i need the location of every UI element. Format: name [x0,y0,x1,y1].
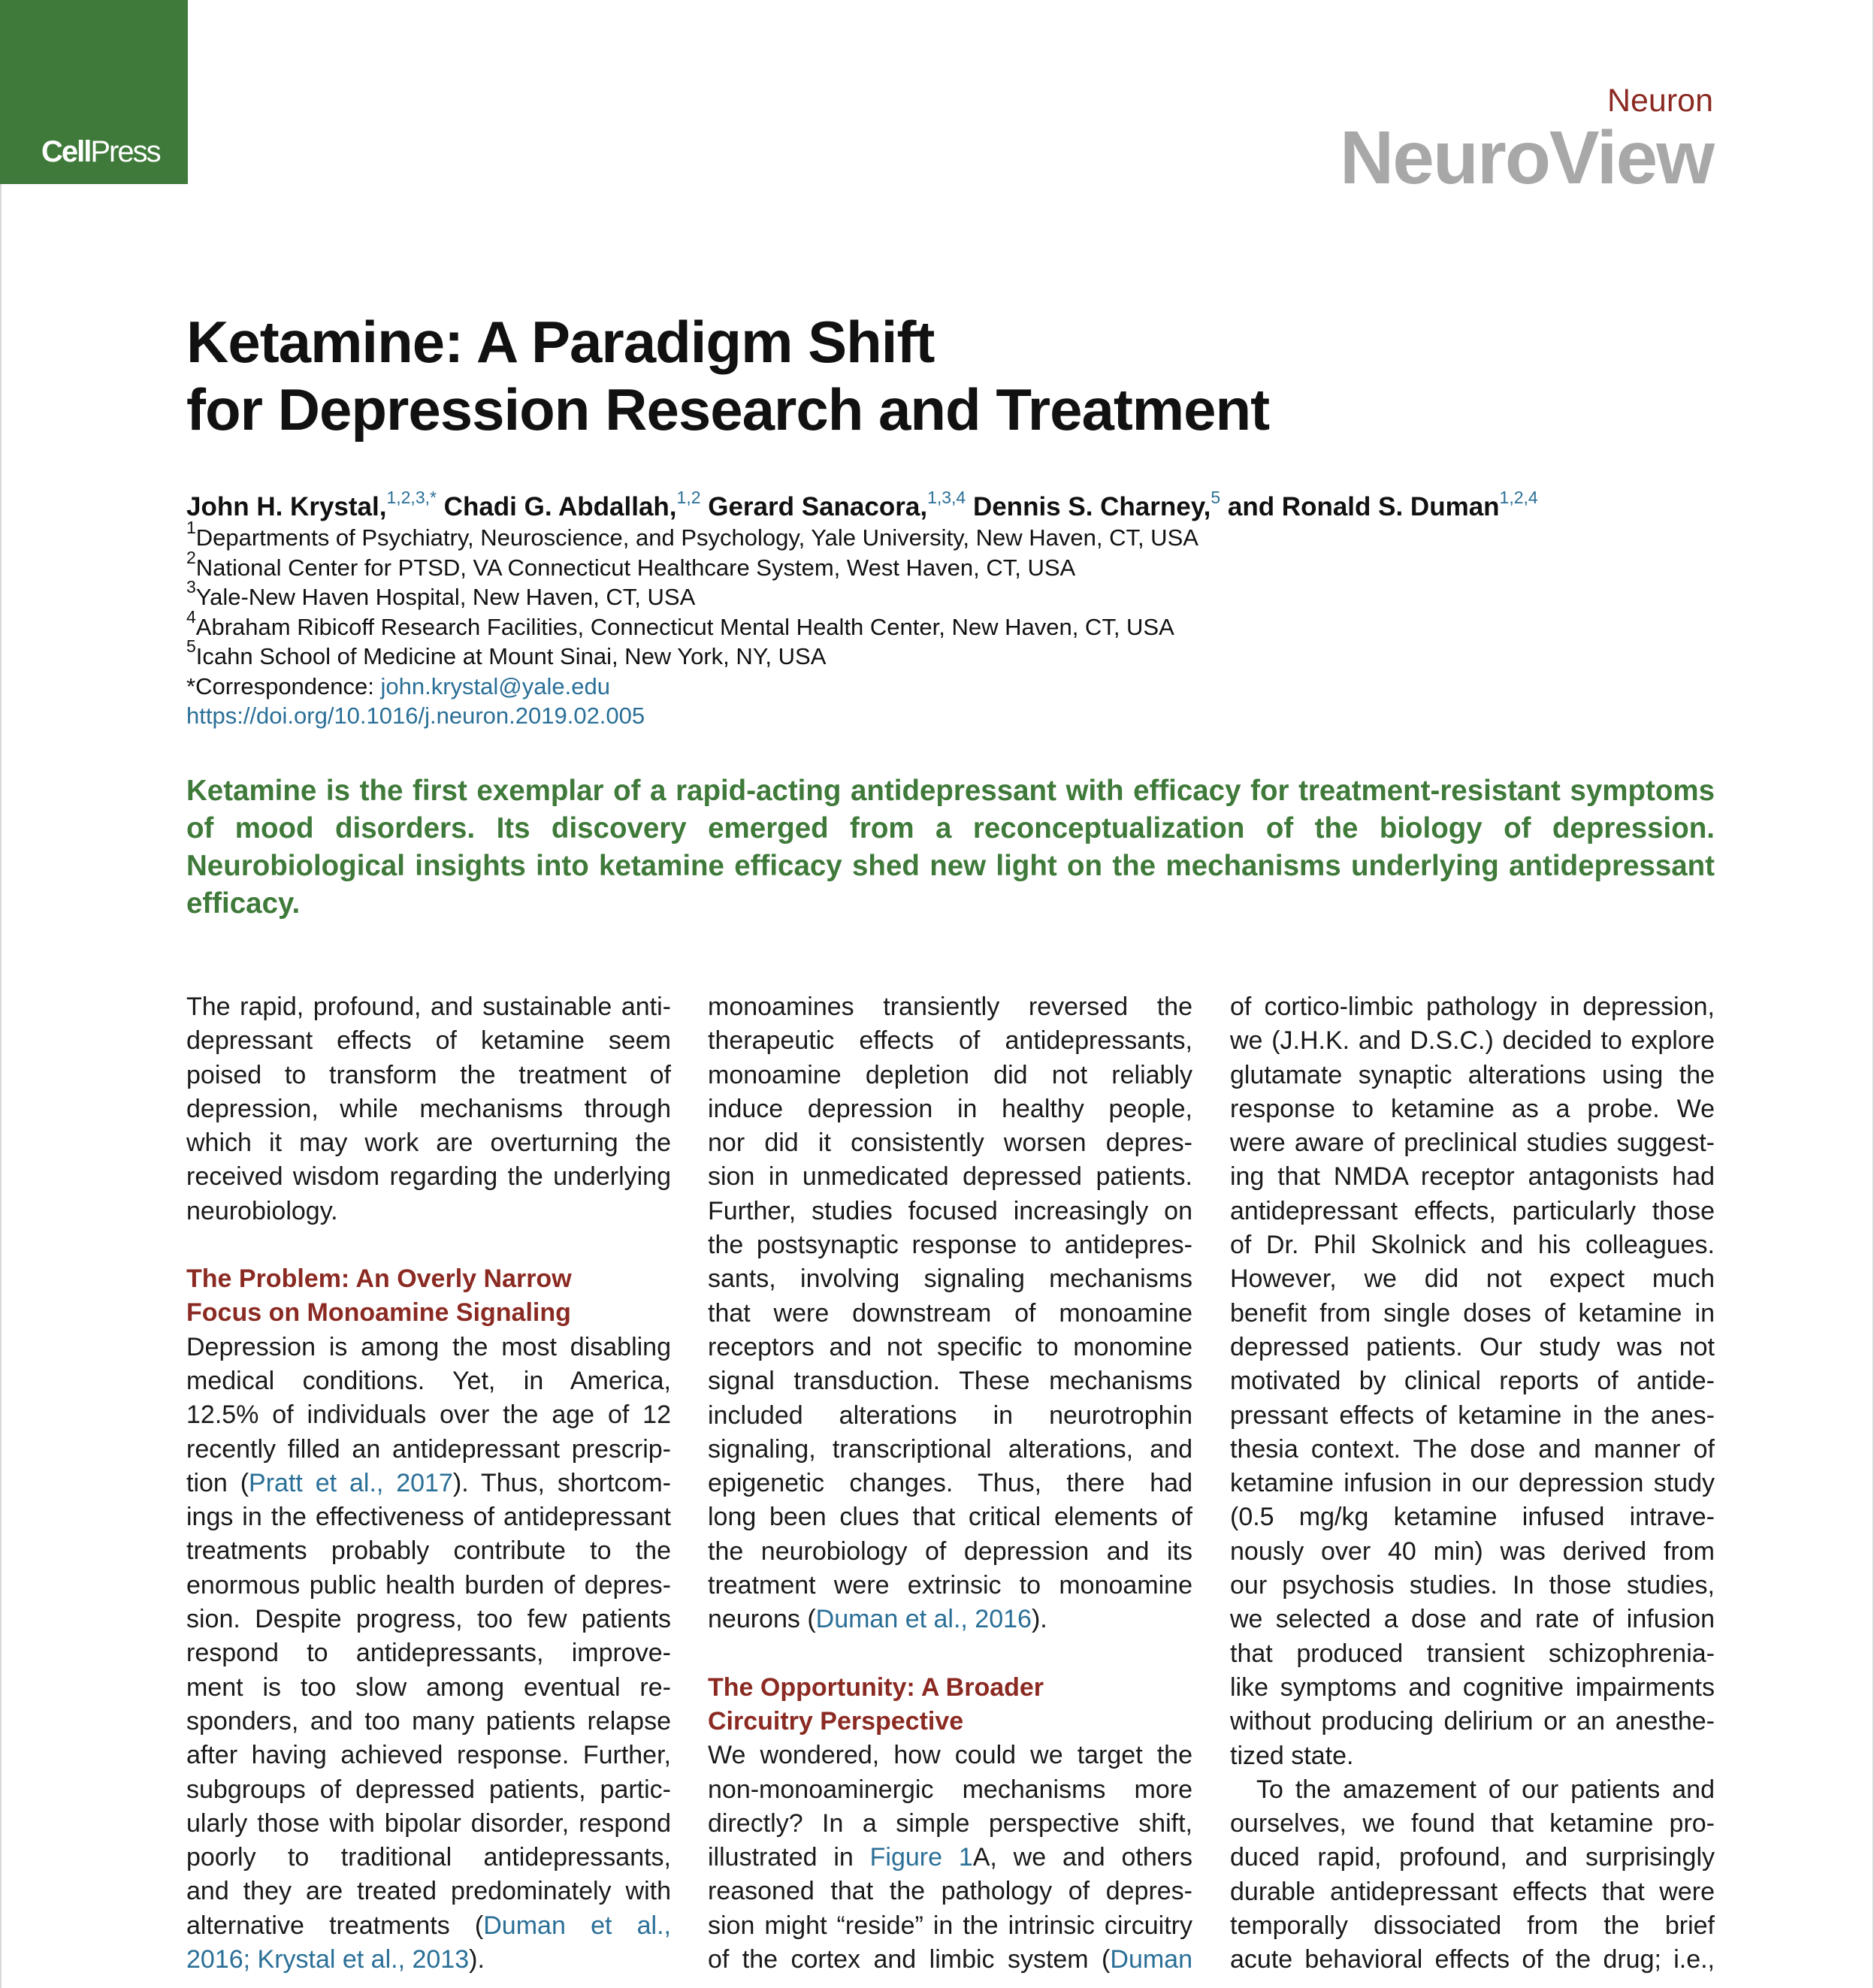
section-heading: Circuitry Perspective [708,1706,964,1736]
citation-link[interactable]: Duman et al., 2016 [815,1605,1032,1634]
text-line: our psychosis studies. In those studies, [1230,1571,1715,1600]
page-border-left [0,184,2,1988]
author-name: Chadi G. Abdallah, [436,492,677,521]
text-line: monoamine depletion did not reliably [708,1060,1192,1089]
text-line: we (J.H.K. and D.S.C.) decided to explore [1230,1026,1715,1056]
text-line: that were downstream of monoamine [708,1298,1192,1328]
text-line: received wisdom regarding the underlying [186,1162,671,1192]
text-line: like symptoms and cognitive impairments [1230,1672,1715,1702]
text-line: we selected a dose and rate of infusion [1230,1605,1715,1634]
author-name: and Ronald S. Duman [1220,492,1500,521]
text-line: antidepressant effects, particularly those [1230,1196,1715,1225]
text-line: induce depression in healthy people, [708,1094,1192,1123]
text-line: depressant effects of ketamine seem [186,1026,671,1056]
text-line: ings in the effectiveness of antidepressant [186,1503,671,1532]
text-line: ing that NMDA receptor antagonists had [1230,1162,1715,1192]
text-line: nously over 40 min) was derived from [1230,1536,1715,1566]
text-line: therapeutic effects of antidepressants, [708,1026,1192,1056]
text-line: 12.5% of individuals over the age of 12 [186,1400,671,1430]
text-line: depression, while mechanisms through [186,1094,671,1123]
author-affil-marks[interactable]: 1,2 [676,488,701,507]
text-line: tion (Pratt et al., 2017). Thus, shortcom- [186,1468,671,1497]
section-name: NeuroView [1340,116,1713,200]
journal-name: Neuron [1607,83,1713,119]
abstract: Ketamine is the first exemplar of a rapid-acting antidepressant with efficacy for treatment-resistant symptoms of mood disorders. Its discovery emerged from a reconceptualization of the biology of depression. Neurobiological insights into ketamine efficacy shed new light on the mechanisms underlying antidepressant efficacy. [186,775,1715,920]
text-line: durable antidepressant effects that were [1230,1877,1715,1906]
paragraph-gap [186,1228,671,1262]
citation-link[interactable]: 2016; Krystal et al., 2013 [186,1945,470,1974]
text-line: (0.5 mg/kg ketamine infused intrave- [1230,1503,1715,1532]
body-column-2 [708,990,1192,1977]
text-line: poised to transform the treatment of [186,1060,671,1089]
body-column-3 [1230,990,1715,1977]
section-heading: The Opportunity: A Broader [708,1672,1044,1702]
body-column-1 [186,990,671,1977]
text-line: pressant effects of ketamine in the anes- [1230,1400,1715,1430]
text-line: neurons (Duman et al., 2016). [708,1605,1047,1634]
section-heading: Focus on Monoamine Signaling [186,1298,571,1328]
author-name: Gerard Sanacora, [700,492,928,521]
affiliation-list [186,518,1198,731]
text-line: after having achieved response. Further, [186,1741,671,1770]
text-line: duced rapid, profound, and surprisingly [1230,1843,1715,1872]
author-name: John H. Krystal, [186,492,387,521]
affiliation: $^1$Departments of Psychiatry, Neuroscience, and Psychology, Yale University, New Haven, CT, USA [186,518,1198,551]
text-line: signal transduction. These mechanisms [708,1367,1192,1396]
text-line: poorly to traditional antidepressants, [186,1843,671,1872]
text-line: the neurobiology of depression and its [708,1536,1192,1566]
text-line: which it may work are overturning the [186,1128,671,1158]
affiliation: $^4$Abraham Ribicoff Research Facilities, Connecticut Mental Health Center, New Haven, CT, USA [186,606,1174,640]
text-line: To the amazement of our patients and [1256,1775,1715,1804]
affiliation: $^5$Icahn School of Medicine at Mount Sinai, New York, NY, USA [186,636,827,669]
citation-link[interactable]: Pratt et al., 2017 [249,1468,453,1497]
author-list [186,488,1538,522]
text-line: sponders, and too many patients relapse [186,1706,671,1736]
text-line: Further, studies focused increasingly on [708,1196,1192,1225]
correspondence: *Correspondence: john.krystal@yale.edu [186,672,610,699]
text-line: sion in unmedicated depressed patients. [708,1162,1192,1192]
text-line: without producing delirium or an anesthe- [1230,1707,1715,1736]
author-affil-marks[interactable]: 5 [1211,488,1221,507]
text-line: The rapid, profound, and sustainable anti- [186,992,671,1021]
text-line: ment is too slow among eventual re- [186,1672,671,1702]
text-line: ourselves, we found that ketamine pro- [1230,1809,1715,1838]
text-line: subgroups of depressed patients, partic- [186,1775,671,1804]
text-line: We wondered, how could we target the [708,1741,1192,1770]
text-line: long been clues that critical elements of [708,1503,1192,1532]
text-line: benefit from single doses of ketamine in [1230,1298,1715,1328]
text-line: sion might “reside” in the intrinsic circuitry [708,1911,1192,1940]
section-heading: The Problem: An Overly Narrow [186,1264,572,1294]
correspondence-email-link[interactable]: john.krystal@yale.edu [380,672,610,699]
doi-link[interactable]: https://doi.org/10.1016/j.neuron.2019.02.005 [186,702,645,729]
text-line: Depression is among the most disabling [186,1332,671,1361]
doi-row [186,701,1198,731]
text-line: sion. Despite progress, too few patients [186,1605,671,1634]
text-line: the postsynaptic response to antidepres- [708,1231,1192,1260]
text-line: signaling, transcriptional alterations, and [708,1434,1192,1464]
author-affil-marks[interactable]: 1,2,3,* [386,488,437,507]
text-line: of cortico-limbic pathology in depression, [1230,992,1715,1021]
citation-link[interactable]: Duman et al., [483,1911,671,1940]
affiliation: $^3$Yale-New Haven Hospital, New Haven, CT, USA [186,577,696,610]
text-line: respond to antidepressants, improve- [186,1639,671,1668]
citation-link[interactable]: Duman [1110,1945,1192,1974]
text-line: motivated by clinical reports of antide- [1230,1367,1715,1396]
text-line: monoamines transiently reversed the [708,992,1192,1021]
text-line: of Dr. Phil Skolnick and his colleagues. [1230,1231,1715,1260]
cellpress-logo: CellPress [41,135,160,168]
text-line: ularly those with bipolar disorder, respond [186,1808,671,1838]
text-line: temporally dissociated from the brief [1230,1911,1715,1941]
title-line: Ketamine: A Paradigm Shift [186,309,935,375]
affiliation: $^2$National Center for PTSD, VA Connecticut Healthcare System, West Haven, CT, USA [186,547,1076,581]
text-line: treatments probably contribute to the [186,1536,671,1566]
text-line: acute behavioral effects of the drug; i.e., [1230,1945,1715,1974]
text-line: illustrated in Figure 1A, we and others [708,1843,1193,1872]
title-line: for Depression Research and Treatment [186,376,1270,443]
text-line: depressed patients. Our study was not [1230,1332,1715,1361]
text-line: directly? In a simple perspective shift, [708,1808,1192,1838]
text-line: glutamate synaptic alterations using the [1230,1060,1715,1089]
cellpress-logo-block [0,0,188,184]
text-line: reasoned that the pathology of depres- [708,1877,1192,1906]
text-line: sants, involving signaling mechanisms [708,1264,1192,1294]
text-line: treatment were extrinsic to monoamine [708,1571,1192,1600]
author-affil-marks[interactable]: 1,3,4 [927,488,966,507]
text-line: neurobiology. [186,1196,338,1225]
text-line: were aware of preclinical studies suggest- [1230,1128,1715,1158]
text-line: tized state. [1230,1741,1354,1770]
text-line: response to ketamine as a probe. We [1230,1094,1715,1123]
text-line: ketamine infusion in our depression study [1230,1469,1715,1498]
text-line: included alterations in neurotrophin [708,1400,1192,1430]
text-line: alternative treatments (Duman et al., [186,1911,671,1940]
text-line: enormous public health burden of depres- [186,1570,671,1600]
text-line: non-monoaminergic mechanisms more [708,1775,1192,1804]
article-title [186,308,1269,443]
text-line: recently filled an antidepressant prescrip- [186,1434,671,1464]
text-line: medical conditions. Yet, in America, [186,1366,671,1395]
author-name: Dennis S. Charney, [966,492,1211,521]
author-affil-marks[interactable]: 1,2,4 [1499,488,1538,507]
text-line: However, we did not expect much [1230,1264,1715,1294]
text-line: epigenetic changes. Thus, there had [708,1469,1192,1498]
text-line: 2016; Krystal et al., 2013). [186,1945,485,1974]
text-line: thesia context. The dose and manner of [1230,1434,1715,1464]
paragraph-gap [708,1637,1192,1671]
figure-link[interactable]: Figure 1 [869,1843,973,1872]
text-line: receptors and not specific to monomine [708,1332,1192,1361]
text-line: and they are treated predominately with [186,1877,671,1906]
text-line: of the cortex and limbic system (Duman [708,1945,1192,1974]
text-line: that produced transient schizophrenia- [1230,1639,1715,1668]
text-line: nor did it consistently worsen depres- [708,1128,1192,1158]
